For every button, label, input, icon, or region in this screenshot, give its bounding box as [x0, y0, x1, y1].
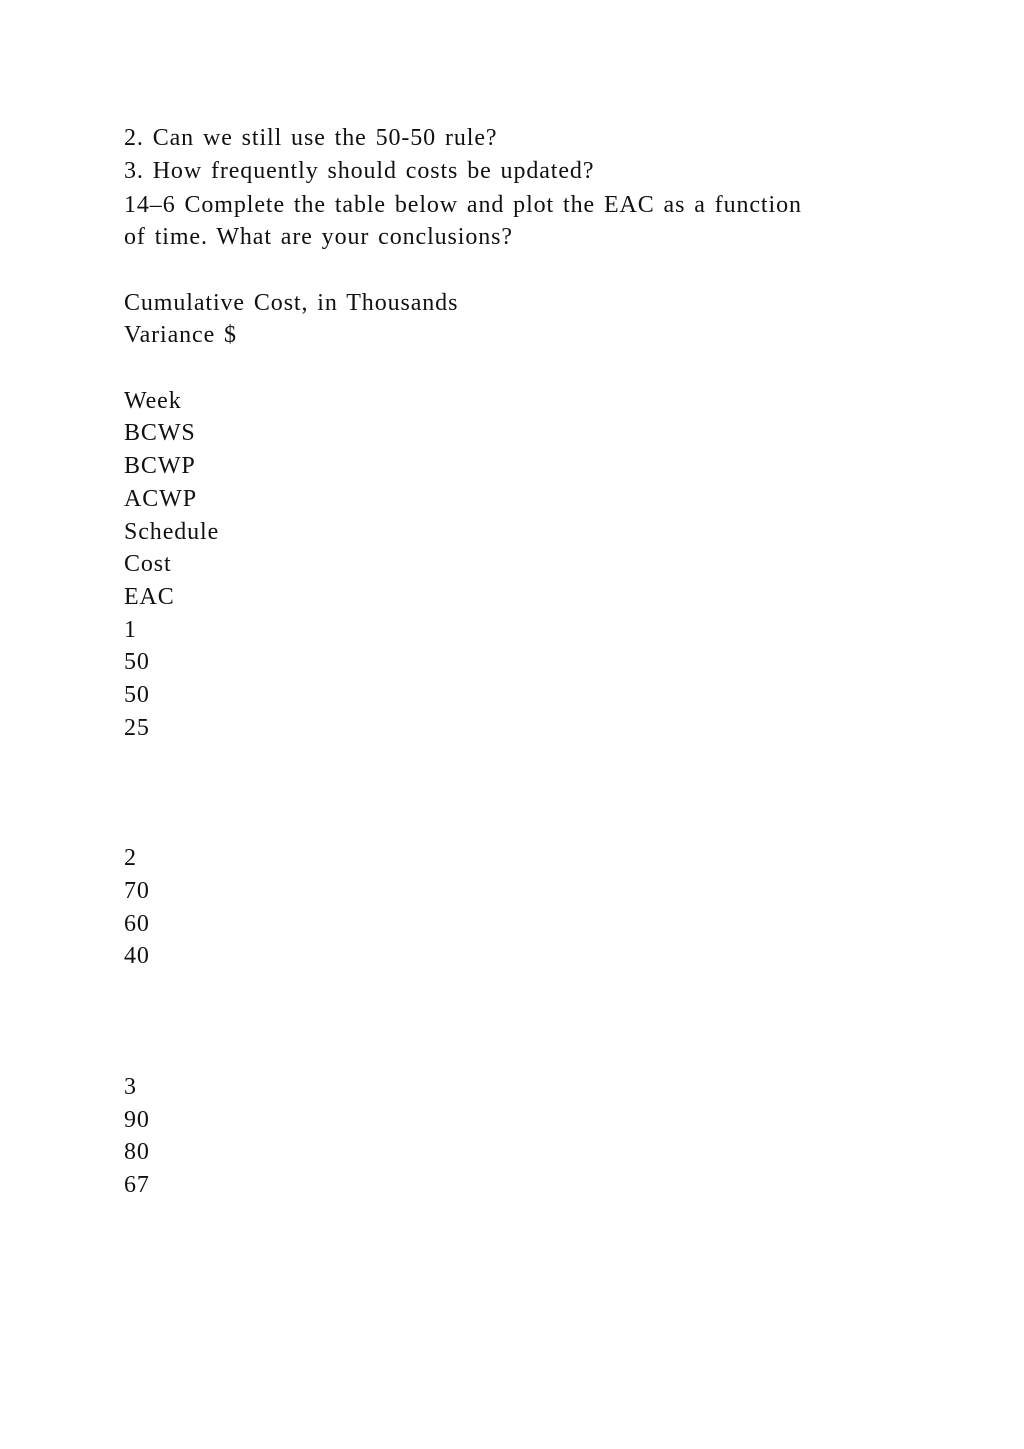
- row-3-bcws: 90: [124, 1107, 150, 1133]
- question-3: 3. How frequently should costs be updated?: [124, 158, 595, 184]
- column-header-week: Week: [124, 388, 182, 414]
- row-1-bcws: 50: [124, 649, 150, 675]
- row-2-acwp: 40: [124, 943, 150, 969]
- column-header-eac: EAC: [124, 584, 175, 610]
- column-header-bcws: BCWS: [124, 420, 196, 446]
- column-header-acwp: ACWP: [124, 486, 197, 512]
- column-header-schedule: Schedule: [124, 519, 220, 545]
- row-2-week: 2: [124, 845, 137, 871]
- column-header-bcwp: BCWP: [124, 453, 196, 479]
- row-1-bcwp: 50: [124, 682, 150, 708]
- problem-14-6-line-1: 14–6 Complete the table below and plot the EAC as a function: [124, 192, 802, 218]
- column-header-cost: Cost: [124, 551, 172, 577]
- row-3-acwp: 67: [124, 1172, 150, 1198]
- table-heading-variance: Variance $: [124, 322, 237, 348]
- problem-14-6-line-2: of time. What are your conclusions?: [124, 224, 513, 250]
- row-3-bcwp: 80: [124, 1139, 150, 1165]
- row-2-bcwp: 60: [124, 911, 150, 937]
- question-2: 2. Can we still use the 50-50 rule?: [124, 125, 498, 151]
- row-1-acwp: 25: [124, 715, 150, 741]
- row-1-week: 1: [124, 617, 137, 643]
- row-3-week: 3: [124, 1074, 137, 1100]
- row-2-bcws: 70: [124, 878, 150, 904]
- table-heading-cumulative-cost: Cumulative Cost, in Thousands: [124, 290, 459, 316]
